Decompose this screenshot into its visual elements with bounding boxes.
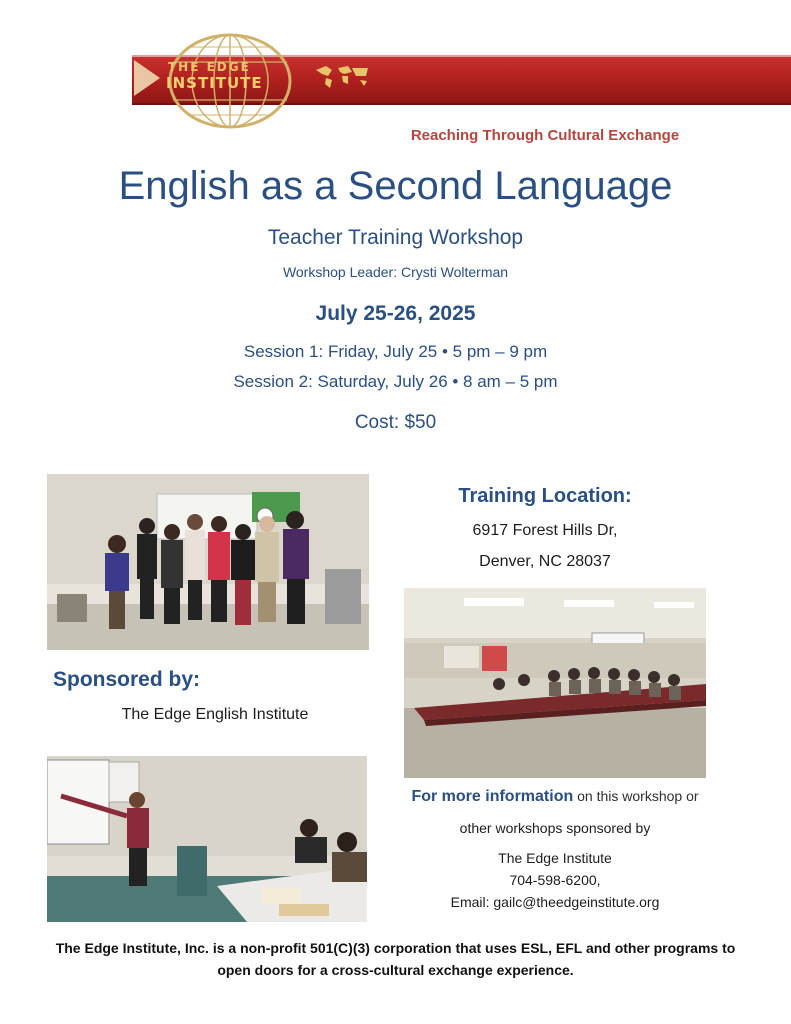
- session-2: Session 2: Saturday, July 26 • 8 am – 5 pm: [233, 372, 558, 391]
- more-info-line-2: other workshops sponsored by: [459, 820, 651, 836]
- teaching-photo-image: [47, 756, 367, 922]
- world-map-icon: [312, 62, 372, 90]
- banner-arrow-icon: [134, 60, 160, 96]
- sponsor-name: The Edge English Institute: [121, 706, 309, 723]
- more-info-line: [370, 788, 740, 806]
- contact-phone: 704-598-6200,: [509, 872, 601, 888]
- workshop-leader: Workshop Leader: Crysti Wolterman: [282, 264, 509, 280]
- more-info-highlight: For more information: [411, 788, 574, 805]
- logo-text-line1: THE EDGE: [168, 60, 251, 74]
- sponsored-by-heading: Sponsored by:: [53, 668, 201, 691]
- address-line-1: 6917 Forest Hills Dr,: [472, 522, 618, 539]
- workshop-dates: July 25-26, 2025: [315, 302, 476, 325]
- address-line-2: Denver, NC 28037: [479, 553, 611, 570]
- session-1: Session 1: Friday, July 25 • 5 pm – 9 pm: [243, 342, 548, 361]
- training-location-heading: Training Location:: [458, 485, 632, 507]
- contact-email[interactable]: Email: gailc@theedgeinstitute.org: [450, 894, 660, 910]
- contact-org: The Edge Institute: [498, 850, 612, 866]
- group-photo-image: [47, 474, 369, 650]
- footer-statement: The Edge Institute, Inc. is a non-profit 501(C)(3) corporation that uses ESL, EFL and other programs to open doors for a cross-cultural exchange experience.: [55, 940, 736, 978]
- tagline: Reaching Through Cultural Exchange: [410, 127, 680, 144]
- classroom-photo-image: [404, 588, 706, 778]
- page-title: English as a Second Language: [118, 164, 673, 208]
- cost: Cost: $50: [354, 412, 437, 433]
- subtitle: Teacher Training Workshop: [267, 226, 524, 249]
- logo-text-line2: INSTITUTE: [166, 74, 263, 92]
- more-info-rest: on this workshop or: [573, 788, 699, 804]
